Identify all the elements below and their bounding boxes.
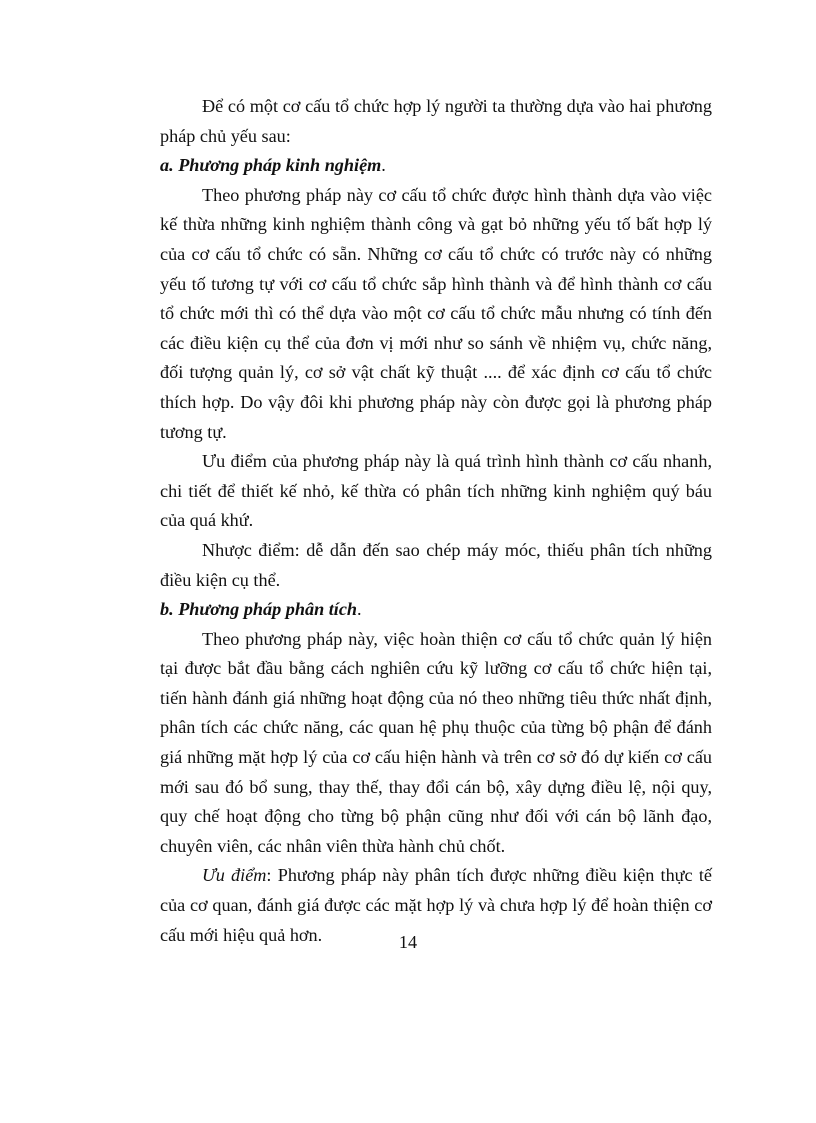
section-a-heading-period: . <box>381 155 386 176</box>
section-a-heading <box>160 151 712 181</box>
advantages-term: Ưu điểm <box>202 865 267 886</box>
section-a-body-paragraph: Theo phương pháp này cơ cấu tổ chức được hình thành dựa vào việc kế thừa những kinh nghiệm thành công và gạt bỏ những yếu tố bất hợp lý của cơ cấu tổ chức có sẵn. Những cơ cấu tổ chức có trước này có những yếu tố tương tự với cơ cấu tổ chức sắp hình thành và để hình thành cơ cấu tổ chức mới thì có thể dựa vào một cơ cấu tổ chức mẫu nhưng có tính đến các điều kiện cụ thể của đơn vị mới như so sánh về nhiệm vụ, chức năng, đối tượng quản lý, cơ sở vật chất kỹ thuật .... để xác định cơ cấu tổ chức thích hợp. Do vậy đôi khi phương pháp này còn được gọi là phương pháp tương tự. <box>160 184 712 442</box>
section-a-advantages-paragraph: Ưu điểm của phương pháp này là quá trình hình thành cơ cấu nhanh, chi tiết để thiết kế nhỏ, kế thừa có phân tích những kinh nghiệm quý báu của quá khứ. <box>160 451 712 531</box>
intro-paragraph: Để có một cơ cấu tổ chức hợp lý người ta thường dựa vào hai phương pháp chủ yếu sau: <box>160 96 712 146</box>
document-page <box>160 92 712 950</box>
section-b-heading-period: . <box>357 599 362 620</box>
section-b-heading-text: b. Phương pháp phân tích <box>160 599 358 620</box>
section-a-heading-text: a. Phương pháp kinh nghiệm <box>160 155 382 176</box>
section-b-body-paragraph: Theo phương pháp này, việc hoàn thiện cơ cấu tổ chức quản lý hiện tại được bắt đầu bằng cách nghiên cứu kỹ lưỡng cơ cấu tổ chức hiện tại, tiến hành đánh giá những hoạt động của nó theo những tiêu thức nhất định, phân tích các chức năng, các quan hệ phụ thuộc của từng bộ phận để đánh giá những mặt hợp lý của cơ cấu hiện hành và trên cơ sở đó dự kiến cơ cấu mới sau đó bổ sung, thay thế, thay đổi cán bộ, xây dựng điều lệ, nội quy, quy chế hoạt động cho từng bộ phận cũng như đối với cán bộ lãnh đạo, chuyên viên, các nhân viên thừa hành chủ chốt. <box>160 628 712 856</box>
page-number: 14 <box>398 932 418 952</box>
section-a-disadvantages-paragraph: Nhược điểm: dễ dẫn đến sao chép máy móc, thiếu phân tích những điều kiện cụ thể. <box>160 539 712 590</box>
advantages-text: : Phương pháp này phân tích được những điều kiện thực tế của cơ quan, đánh giá được các mặt hợp lý và chưa hợp lý để hoàn thiện cơ cấu mới hiệu quả hơn. <box>160 865 712 945</box>
section-b-heading <box>160 595 712 625</box>
